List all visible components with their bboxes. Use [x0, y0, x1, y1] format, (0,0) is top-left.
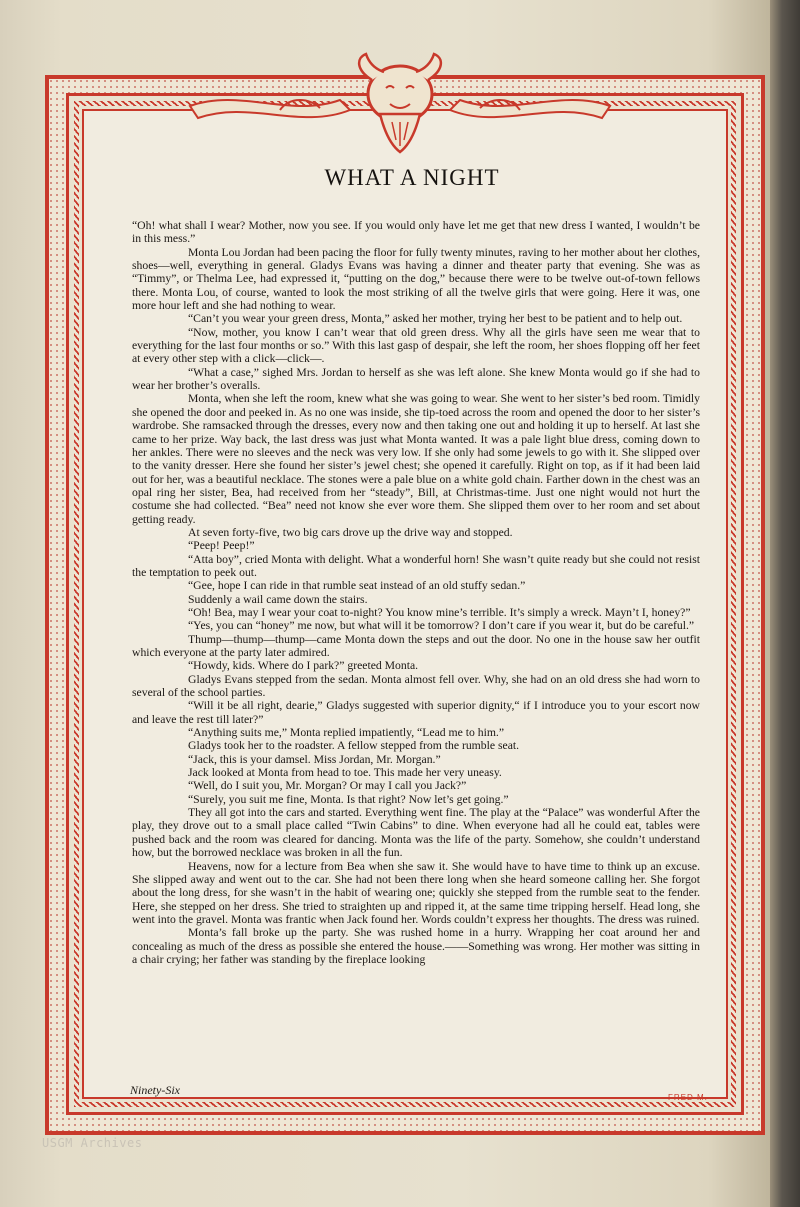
archive-watermark: USGM Archives [42, 1136, 143, 1150]
artist-signature: FRED M. [668, 1093, 708, 1102]
story-body [132, 219, 700, 966]
paragraph: “Peep! Peep!” [188, 539, 255, 553]
paragraph: Monta Lou Jordan had been pacing the floor for fully twenty minutes, raving to her mother about her clothes, shoes—well, everything in general. Gladys Evans was having a dinner and theater party that evening. She was as “Timmy”, or Thelma Lee, had expressed it, “putting on the dog,” because there were to be twelve out-of-town fellows there. Monta Lou, of course, wanted to look the most striking of all the twelve girls that were going. Here it was, one more hour left and she had nothing to wear. [132, 245, 700, 313]
paragraph: Suddenly a wail came down the stairs. [188, 592, 368, 606]
paragraph: Monta, when she left the room, knew what she was going to wear. She went to her sister’s bed room. Timidly she opened the door and peeked in. As no one was inside, she tip-toed across the room and opened the door to her sister’s wardrobe. She ramsacked through the dresses, every now and then taking one out and holding it up to herself. At last she came to her prize. Way back, the last dress was just what Monta wanted. It was a pale light blue dress, coming down to her ankles. There were no sleeves and the neck was very low. If she only had some jewels to go with it. She slipped over to the vanity dresser. Here she found her sister’s jewel chest; she opened it carefully. Right on top, as if it had been laid out for her, was a beautiful necklace. The stones were a pale blue on a white gold chain. Farther down in the chest was an opal ring her sister, Bea, had received from her “steady”, Bill, at Christmas-time. Just one night would not hurt the costume she had collected. “Bea” need not know she ever wore them. She slipped them over to her room and set about getting ready. [132, 392, 700, 526]
paragraph: “Oh! what shall I wear? Mother, now you see. If you would only have let me get that new dress I wanted, I wouldn’t be in this mess.” [132, 219, 700, 246]
paragraph: “Surely, you suit me fine, Monta. Is that right? Now let’s get going.” [188, 792, 509, 806]
book-spine-shadow [770, 0, 800, 1207]
paragraph: “Gee, hope I can ride in that rumble seat instead of an old stuffy sedan.” [188, 579, 526, 593]
paragraph: “Yes, you can “honey” me now, but what will it be tomorrow? I don’t care if you wear it, but do be careful.” [188, 619, 695, 633]
paragraph: Jack looked at Monta from head to toe. This made her very uneasy. [188, 766, 502, 780]
paragraph: “Well, do I suit you, Mr. Morgan? Or may I call you Jack?” [188, 779, 467, 793]
paragraph: Monta’s fall broke up the party. She was rushed home in a hurry. Wrapping her coat around her and concealing as much of the dress as possible she entered the house.——Something was wrong. Her mother was sitting in a chair crying; her father was standing by the fireplace looking [132, 926, 700, 966]
paragraph: “Can’t you wear your green dress, Monta,” asked her mother, trying her best to be patient and to help out. [188, 312, 683, 326]
paragraph: Heavens, now for a lecture from Bea when she saw it. She would have to have time to think up an excuse. She slipped away and went out to the car. She had not been there long when she heard someone calling her. She forgot about the long dress, for she wasn’t in the habit of wearing one; quickly she stepped from the rumble seat to the fender. Here, she stepped on her dress. She tried to straighten up and ripped it, at the same time tripping herself. Head long, she went into the gravel. Monta was frantic when Jack found her. Words couldn’t express her thoughts. The dress was ruined. [132, 859, 700, 926]
paragraph: “What a case,” sighed Mrs. Jordan to herself as she was left alone. She knew Monta would go if she had to wear her brother’s overalls. [132, 365, 700, 393]
paragraph: “Will it be all right, dearie,” Gladys suggested with superior dignity,“ if I introduce you to your escort now and leave the rest till later?” [132, 699, 700, 726]
paragraph: “Anything suits me,” Monta replied impatiently, “Lead me to him.” [188, 726, 505, 740]
page-number: Ninety-Six [130, 1083, 180, 1097]
paragraph: They all got into the cars and started. Everything went fine. The play at the “Palace” was wonderful After the play, they drove out to a small place called “Twin Cabins” to dine. When everyone had all he could eat, tables were pushed back and the room was cleared for dancing. Monta was the life of the party. Somehow, she couldn’t understand how, but the borrowed necklace was broken in all the fun. [132, 806, 700, 860]
paragraph: “Jack, this is your damsel. Miss Jordan, Mr. Morgan.” [188, 752, 441, 766]
paragraph: “Howdy, kids. Where do I park?” greeted Monta. [188, 659, 419, 673]
paragraph: Thump—thump—thump—came Monta down the steps and out the door. No one in the house saw her outfit which everyone at the party later admired. [132, 632, 700, 659]
paragraph: At seven forty-five, two big cars drove up the drive way and stopped. [188, 525, 513, 539]
page-title: WHAT A NIGHT [324, 165, 500, 190]
paragraph: “Atta boy”, cried Monta with delight. What a wonderful horn! She wasn’t quite ready but she could not resist the temptation to peek out. [132, 552, 700, 579]
paragraph: Gladys took her to the roadster. A fellow stepped from the rumble seat. [188, 739, 520, 753]
bison-head-ornament-icon [180, 48, 620, 158]
paragraph: “Now, mother, you know I can’t wear that old green dress. Why all the girls have seen me wear that to everything for the last four months or so.” With this last gasp of despair, she left the room, her shoes flopping off her feet at every other step with a click—click—. [132, 325, 700, 366]
paragraph: Gladys Evans stepped from the sedan. Monta almost fell over. Why, she had on an old dress she had worn to several of the school parties. [132, 672, 700, 700]
paragraph: “Oh! Bea, may I wear your coat to-night? You know mine’s terrible. It’s simply a wreck. Mayn’t I, honey?” [188, 605, 691, 619]
